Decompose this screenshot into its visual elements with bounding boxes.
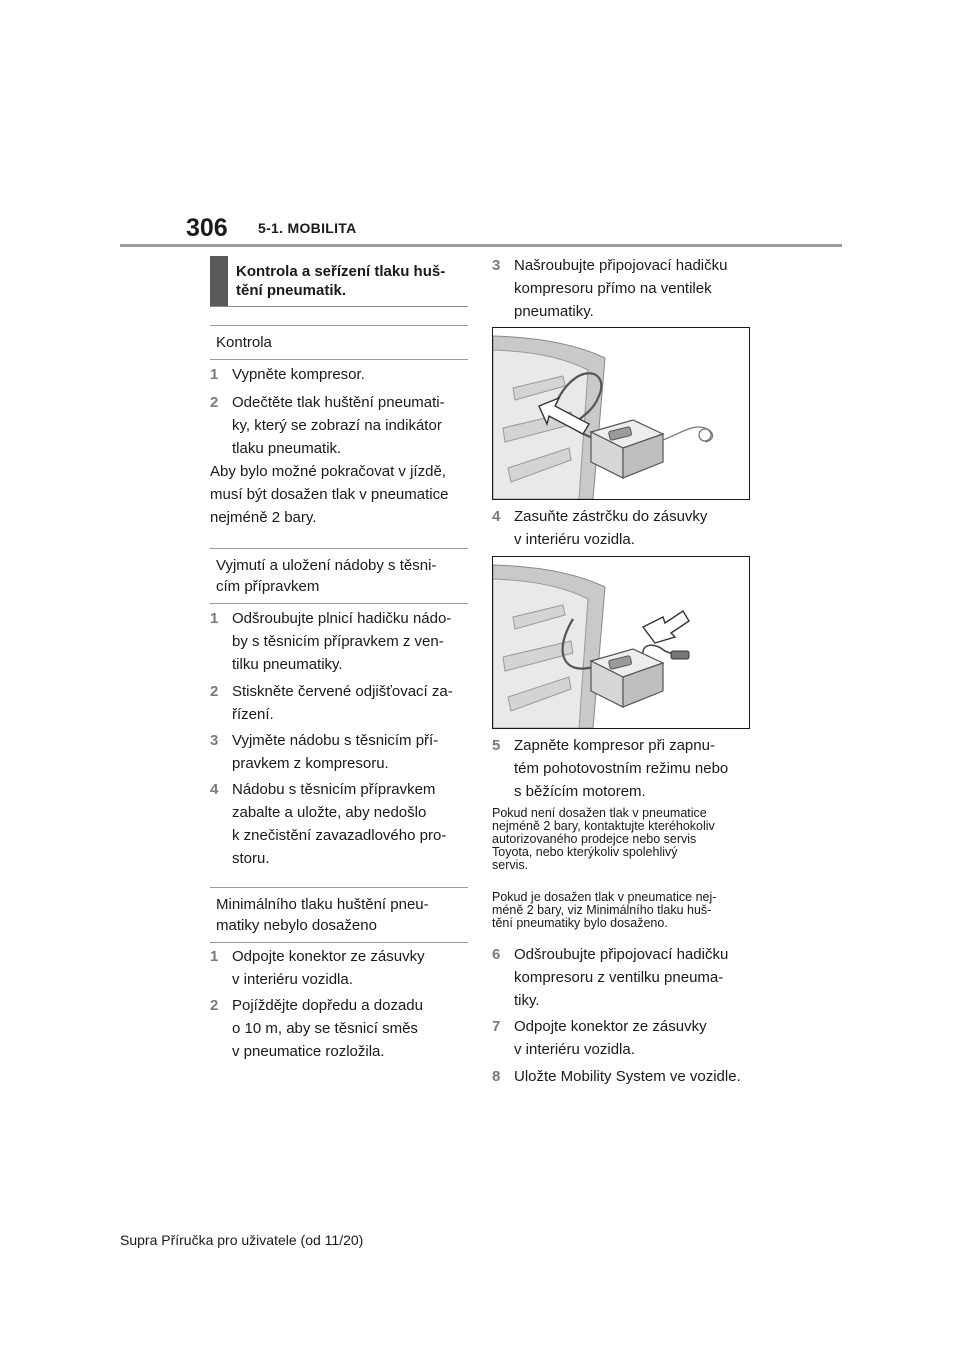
paragraph-minimum-pressure: Aby bylo možné pokračovat v jízdě, musí být dosažen tlak v pneumatice nejméně 2 bary.: [210, 463, 449, 526]
footer-manual-title: Supra Příručka pro uživatele (od 11/20): [120, 1232, 364, 1248]
subhead-kontrola: Kontrola: [210, 325, 468, 360]
heading-bar: [210, 256, 228, 306]
main-heading-text: Kontrola a seřízení tlaku huš- tění pneumatik.: [236, 263, 446, 299]
header-divider: [120, 244, 842, 247]
section-title: 5-1. MOBILITA: [258, 220, 357, 236]
note-pressure-reached: Pokud je dosažen tlak v pneumatice nej- méně 2 bary, viz Minimálního tlaku huš- tění pneumatiky bylo dosaženo.: [492, 890, 717, 930]
page-number: 306: [186, 214, 228, 242]
main-heading: [210, 256, 468, 307]
subhead-vyjmuti: Vyjmutí a uložení nádoby s těsni- cím přípravkem: [210, 548, 468, 604]
subhead-minimalni-tlak: Minimálního tlaku huštění pneu- matiky nebylo dosaženo: [210, 887, 468, 943]
illustration-hose-to-valve: [492, 327, 750, 500]
note-pressure-not-reached: Pokud není dosažen tlak v pneumatice nejméně 2 bary, kontaktujte kteréhokoliv autorizovaného prodejce nebo servis Toyota, nebo kterýkoliv spolehlivý servis.: [492, 806, 715, 872]
wheel-compressor-drawing: [493, 328, 749, 499]
compressor-plug-drawing: [493, 557, 749, 728]
illustration-plug-into-socket: [492, 556, 750, 729]
